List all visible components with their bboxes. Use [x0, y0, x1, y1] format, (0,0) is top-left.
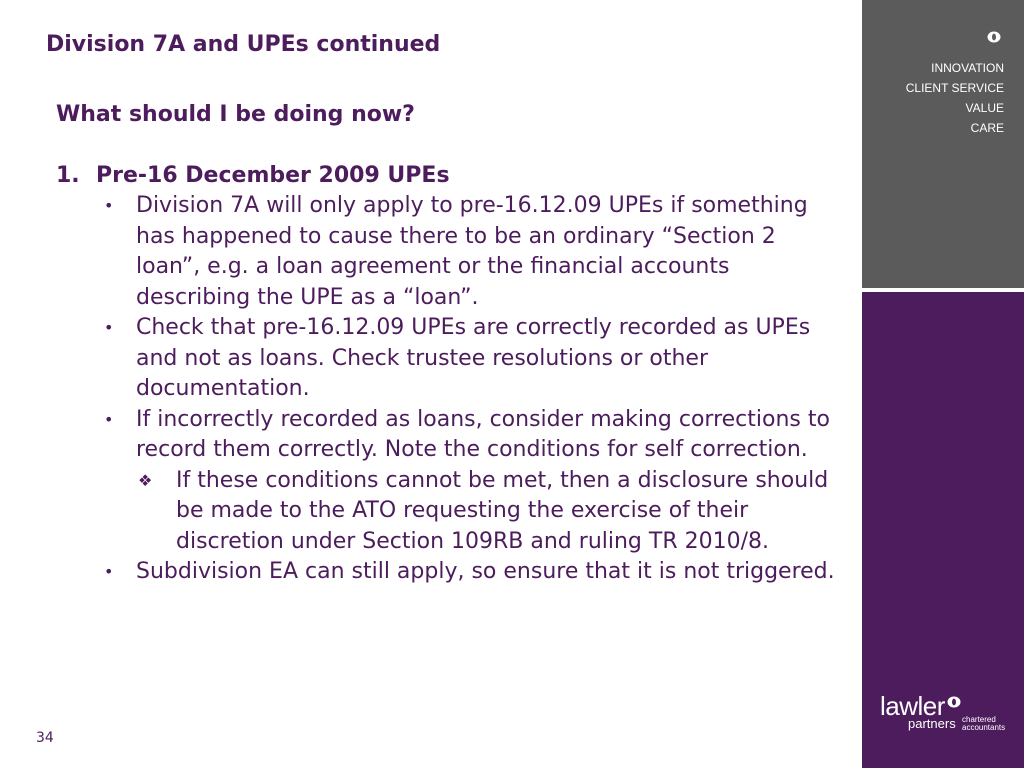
bullet-dot-icon: •	[104, 409, 114, 429]
bullet-item	[56, 191, 846, 313]
brand-description	[962, 716, 1022, 732]
value-item: VALUE	[965, 101, 1004, 115]
slide-subtitle: What should I be doing now?	[56, 102, 415, 127]
values-list	[906, 58, 1004, 138]
bullet-dot-icon: •	[104, 196, 114, 215]
brand-sub: partners	[908, 716, 956, 731]
company-logo	[880, 691, 1006, 732]
bullet-text: If incorrectly recorded as loans, consider making corrections to record them correctly. Note the conditions for self correction.	[136, 406, 830, 462]
sub-bullet-list	[136, 466, 846, 558]
brand-name: lawler	[880, 691, 945, 721]
bullet-list	[56, 191, 846, 588]
brand-mark-icon	[947, 696, 961, 708]
bullet-text: Subdivision EA can still apply, so ensure that it is not triggered.	[136, 559, 835, 584]
brand-mark-icon	[987, 31, 1001, 43]
bullet-text: Division 7A will only apply to pre-16.12.09 UPEs if something has happened to cause there to be an ordinary “Section 2 loan”, e.g. a loan agreement or the financial accounts describing the UPE as a “loan”.	[136, 193, 808, 310]
bullet-item	[56, 313, 846, 405]
bullet-dot-icon: •	[104, 562, 114, 581]
page-number: 34	[36, 730, 54, 746]
bullet-item	[56, 405, 846, 558]
slide-content	[56, 100, 846, 588]
sidebar-values-panel	[862, 0, 1024, 288]
brand-desc-line: accountants	[962, 723, 1006, 732]
sidebar-brand-panel	[862, 292, 1024, 768]
section-heading-text: Pre-16 December 2009 UPEs	[96, 163, 450, 188]
section-number: 1.	[56, 163, 80, 188]
value-item: CLIENT SERVICE	[905, 81, 1004, 95]
value-item: INNOVATION	[931, 61, 1004, 75]
brand-desc-line: chartered	[962, 715, 996, 724]
sub-bullet-item	[136, 466, 846, 558]
sub-bullet-text: If these conditions cannot be met, then a disclosure should be made to the ATO requesting the exercise of their discretion under Section 109RB and ruling TR 2010/8.	[176, 467, 829, 554]
section-heading	[56, 161, 846, 191]
bullet-text: Check that pre-16.12.09 UPEs are correctly recorded as UPEs and not as loans. Check trustee resolutions or other documentation.	[136, 315, 811, 401]
bullet-item	[56, 557, 846, 588]
bullet-dot-icon: •	[104, 318, 114, 337]
slide-title: Division 7A and UPEs continued	[46, 32, 441, 57]
diamond-bullet-icon: ❖	[138, 470, 153, 490]
value-item: CARE	[970, 121, 1004, 135]
